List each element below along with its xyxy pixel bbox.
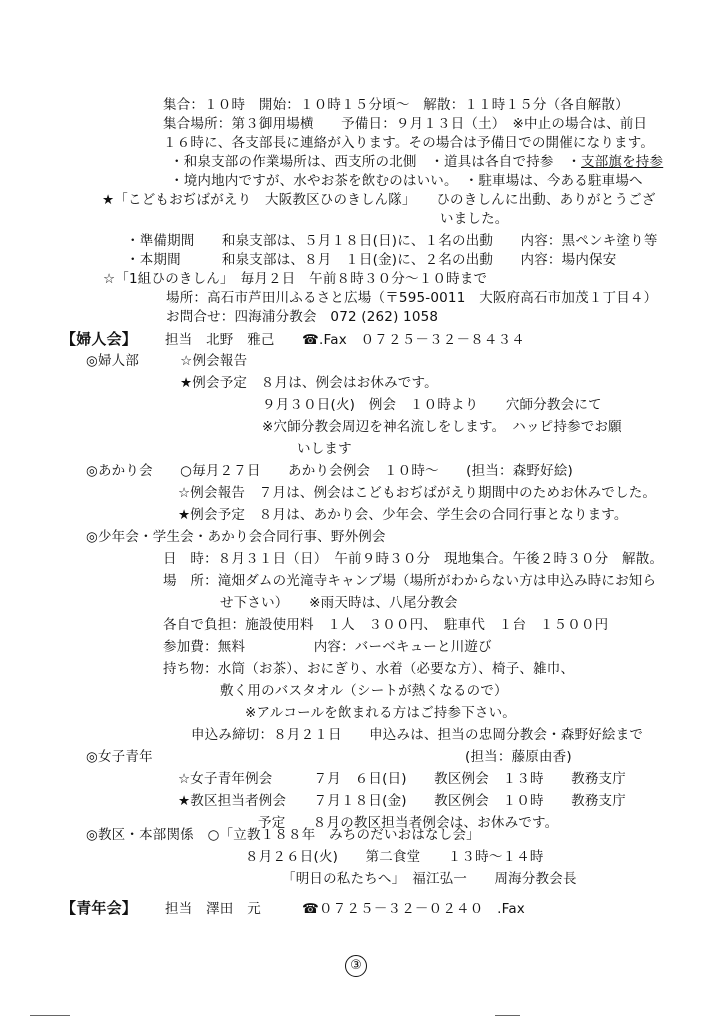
page-number: ③ — [345, 955, 367, 977]
akarikai-report: ☆例会報告 ７月は、例会はこどもおぢばがえり期間中のためお休みでした。 — [178, 485, 657, 501]
joshi-meeting: ☆女子青年例会 ７月 ６日(日) 教区例会 １３時 教務支庁 — [178, 771, 626, 787]
scan-edge-mark-right — [495, 1015, 520, 1016]
kyoku-meeting: ★教区担当者例会 ７月１８日(金) 教区例会 １０時 教務支庁 — [178, 793, 626, 809]
joint-event-alcohol: ※アルコールを飲まれる方はご持参下さい。 — [245, 705, 517, 721]
fujinbu-heading: ◎婦人部 ☆例会報告 — [86, 353, 248, 369]
honbu-date: ８月２６日(火) 第二食堂 １３時〜１４時 — [245, 849, 544, 865]
fujinbu-sep: ９月３０日(火) 例会 １０時より 穴師分教会にて — [262, 397, 602, 413]
main-period: ・本期間 和泉支部は、８月 １日(金)に、２名の出動 内容：場内保安 — [126, 252, 617, 268]
joshi-heading: ◎女子青年 — [86, 749, 153, 765]
joint-event-items-cont: 敷く用のバスタオル（シートが熱くなるので） — [220, 683, 508, 699]
fujinkai-header: 【婦人会】 — [61, 330, 138, 348]
kumi-place: 場所：高石市芦田川ふるさと広場（〒595-0011 大阪府高石市加茂１丁目４） — [166, 290, 658, 306]
kumi-contact: お問合せ：四海浦分教会 072 (262) 1058 — [166, 309, 439, 325]
akarikai-heading: ◎あかり会 ○毎月２７日 あかり会例会 １０時〜 (担当：森野好絵) — [86, 463, 573, 479]
joint-event-fee: 参加費：無料 内容：バーベキューと川遊び — [163, 639, 492, 655]
flag-note: 支部旗を持参 — [581, 154, 664, 170]
joshi-tanto: (担当：藤原由香) — [465, 749, 572, 765]
outing-note: １６時に、各支部長に連絡が入ります。その場合は予備日での開催になります。 — [163, 135, 655, 151]
joint-event-heading: ◎少年会・学生会・あかり会合同行事、野外例会 — [86, 529, 386, 545]
fujinbu-note-cont: いします — [297, 441, 352, 457]
hinokishin-title: ★「こどもおぢばがえり 大阪教区ひのきしん隊」 ひのきしんに出動、ありがとうござ — [102, 192, 656, 208]
joint-event-costs: 各自で負担：施設使用料 １人 ３００円、 駐車代 １台 １５００円 — [163, 617, 609, 633]
fujinbu-schedule: ★例会予定 ８月は、例会はお休みです。 — [180, 375, 438, 391]
honbu-speaker: 「明日の私たちへ」 福江弘一 周海分教会長 — [282, 871, 577, 887]
seinenkai-contact: 担当 澤田 元 ☎０７２５－３２－０２４０ .Fax — [165, 901, 525, 917]
hinokishin-title-cont: いました。 — [440, 211, 509, 227]
outing-izumi-note: ・和泉支部の作業場所は、西支所の北側 ・道具は各自で持参 ・支部旗を持参 — [170, 154, 664, 170]
joint-event-place: 場 所：滝畑ダムの光滝寺キャンプ場（場所がわからない方は申込み時にお知ら — [163, 573, 657, 589]
scan-edge-mark — [30, 1015, 70, 1016]
akarikai-schedule: ★例会予定 ８月は、あかり会、少年会、学生会の合同行事となります。 — [178, 507, 628, 523]
kyoku-meeting-note: 予定 ８月の教区担当者例会は、お休みです。 — [258, 815, 559, 831]
joint-event-place-cont: せ下さい） ※雨天時は、八尾分教会 — [220, 595, 458, 611]
honbu-heading: ◎教区・本部関係 ○「立教１８８年 みちのだいおはなし会」 — [86, 827, 480, 843]
joint-event-deadline: 申込み締切：８月２１日 申込みは、担当の忠岡分教会・森野好絵まで — [191, 727, 644, 743]
prep-period: ・準備期間 和泉支部は、５月１８日(日)に、１名の出動 内容：黒ペンキ塗り等 — [126, 233, 658, 249]
kumi-hinokishin: ☆「1組ひのきしん」 毎月２日 午前８時３０分〜１０時まで — [103, 271, 488, 287]
fujinbu-note: ※穴師分教会周辺を神名流しをします。 ハッピ持参でお願 — [262, 419, 622, 435]
joint-event-items: 持ち物：水筒（お茶）、おにぎり、水着（必要な方）、椅子、雑巾、 — [163, 661, 575, 677]
joint-event-date: 日 時：８月３１日（日） 午前９時３０分 現地集合。午後２時３０分 解散。 — [163, 551, 664, 567]
fujinkai-contact: 担当 北野 雅己 ☎.Fax ０７２５－３２－８４３４ — [165, 332, 525, 348]
outing-water-note: ・境内地内ですが、水やお茶を飲むのはいい。 ・駐車場は、今ある駐車場へ — [170, 173, 643, 189]
outing-place: 集合場所：第３御用場横 予備日：９月１３日（土） ※中止の場合は、前日 — [163, 116, 648, 132]
outing-time: 集合：１０時 開始：１０時１５分頃〜 解散：１１時１５分（各自解散） — [163, 97, 629, 113]
seinenkai-header-visible: 【青年会】 — [61, 899, 138, 917]
